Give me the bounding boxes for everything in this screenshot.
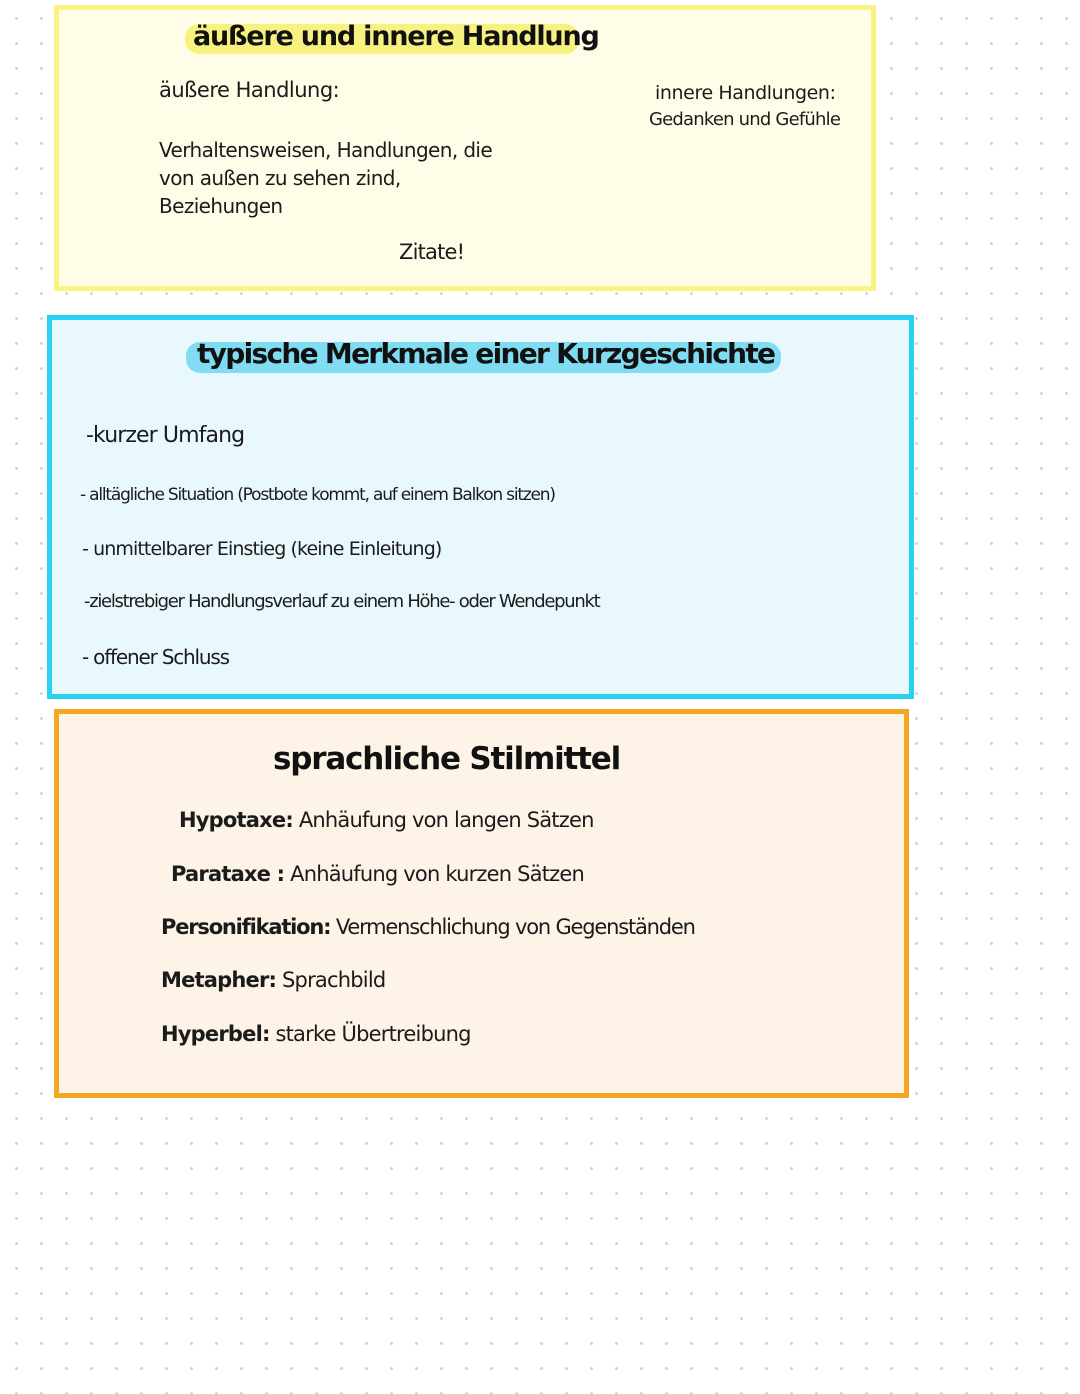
quotes-note: Zitate!	[399, 240, 465, 264]
device-term: Metapher:	[161, 968, 277, 992]
inner-action-label: innere Handlungen:	[655, 82, 836, 104]
list-item	[179, 810, 594, 831]
outer-action-description: Verhaltensweisen, Handlungen, die von außen zu sehen zind, Beziehungen	[159, 138, 493, 218]
list-item: - alltägliche Situation (Postbote kommt, auf einem Balkon sitzen)	[80, 485, 555, 505]
device-definition: Anhäufung von langen Sätzen	[298, 808, 594, 832]
inner-action-description: Gedanken und Gefühle	[649, 109, 841, 130]
section-title: sprachliche Stilmittel	[273, 741, 621, 777]
device-definition: Sprachbild	[282, 968, 386, 992]
section-title: äußere und innere Handlung	[193, 21, 599, 52]
device-term: Personifikation:	[161, 915, 331, 939]
device-definition: starke Übertreibung	[275, 1022, 471, 1046]
device-term: Hyperbel:	[161, 1022, 270, 1046]
section-title: typische Merkmale einer Kurzgeschichte	[197, 337, 775, 370]
list-item	[161, 917, 695, 938]
list-item	[161, 970, 385, 991]
device-definition: Anhäufung von kurzen Sätzen	[290, 862, 585, 886]
list-item: - unmittelbarer Einstieg (keine Einleitung)	[82, 538, 442, 560]
outer-action-label: äußere Handlung:	[159, 78, 340, 102]
device-term: Hypotaxe:	[179, 808, 293, 832]
section-short-story-features	[47, 315, 914, 699]
section-outer-inner-action	[54, 5, 876, 291]
list-item: -kurzer Umfang	[86, 423, 245, 448]
list-item: - offener Schluss	[82, 645, 229, 669]
list-item	[171, 864, 584, 885]
list-item	[161, 1024, 471, 1045]
section-stylistic-devices	[54, 709, 909, 1098]
device-definition: Vermenschlichung von Gegenständen	[335, 915, 695, 939]
device-term: Parataxe :	[171, 862, 285, 886]
list-item: -zielstrebiger Handlungsverlauf zu einem Höhe- oder Wendepunkt	[84, 591, 600, 612]
